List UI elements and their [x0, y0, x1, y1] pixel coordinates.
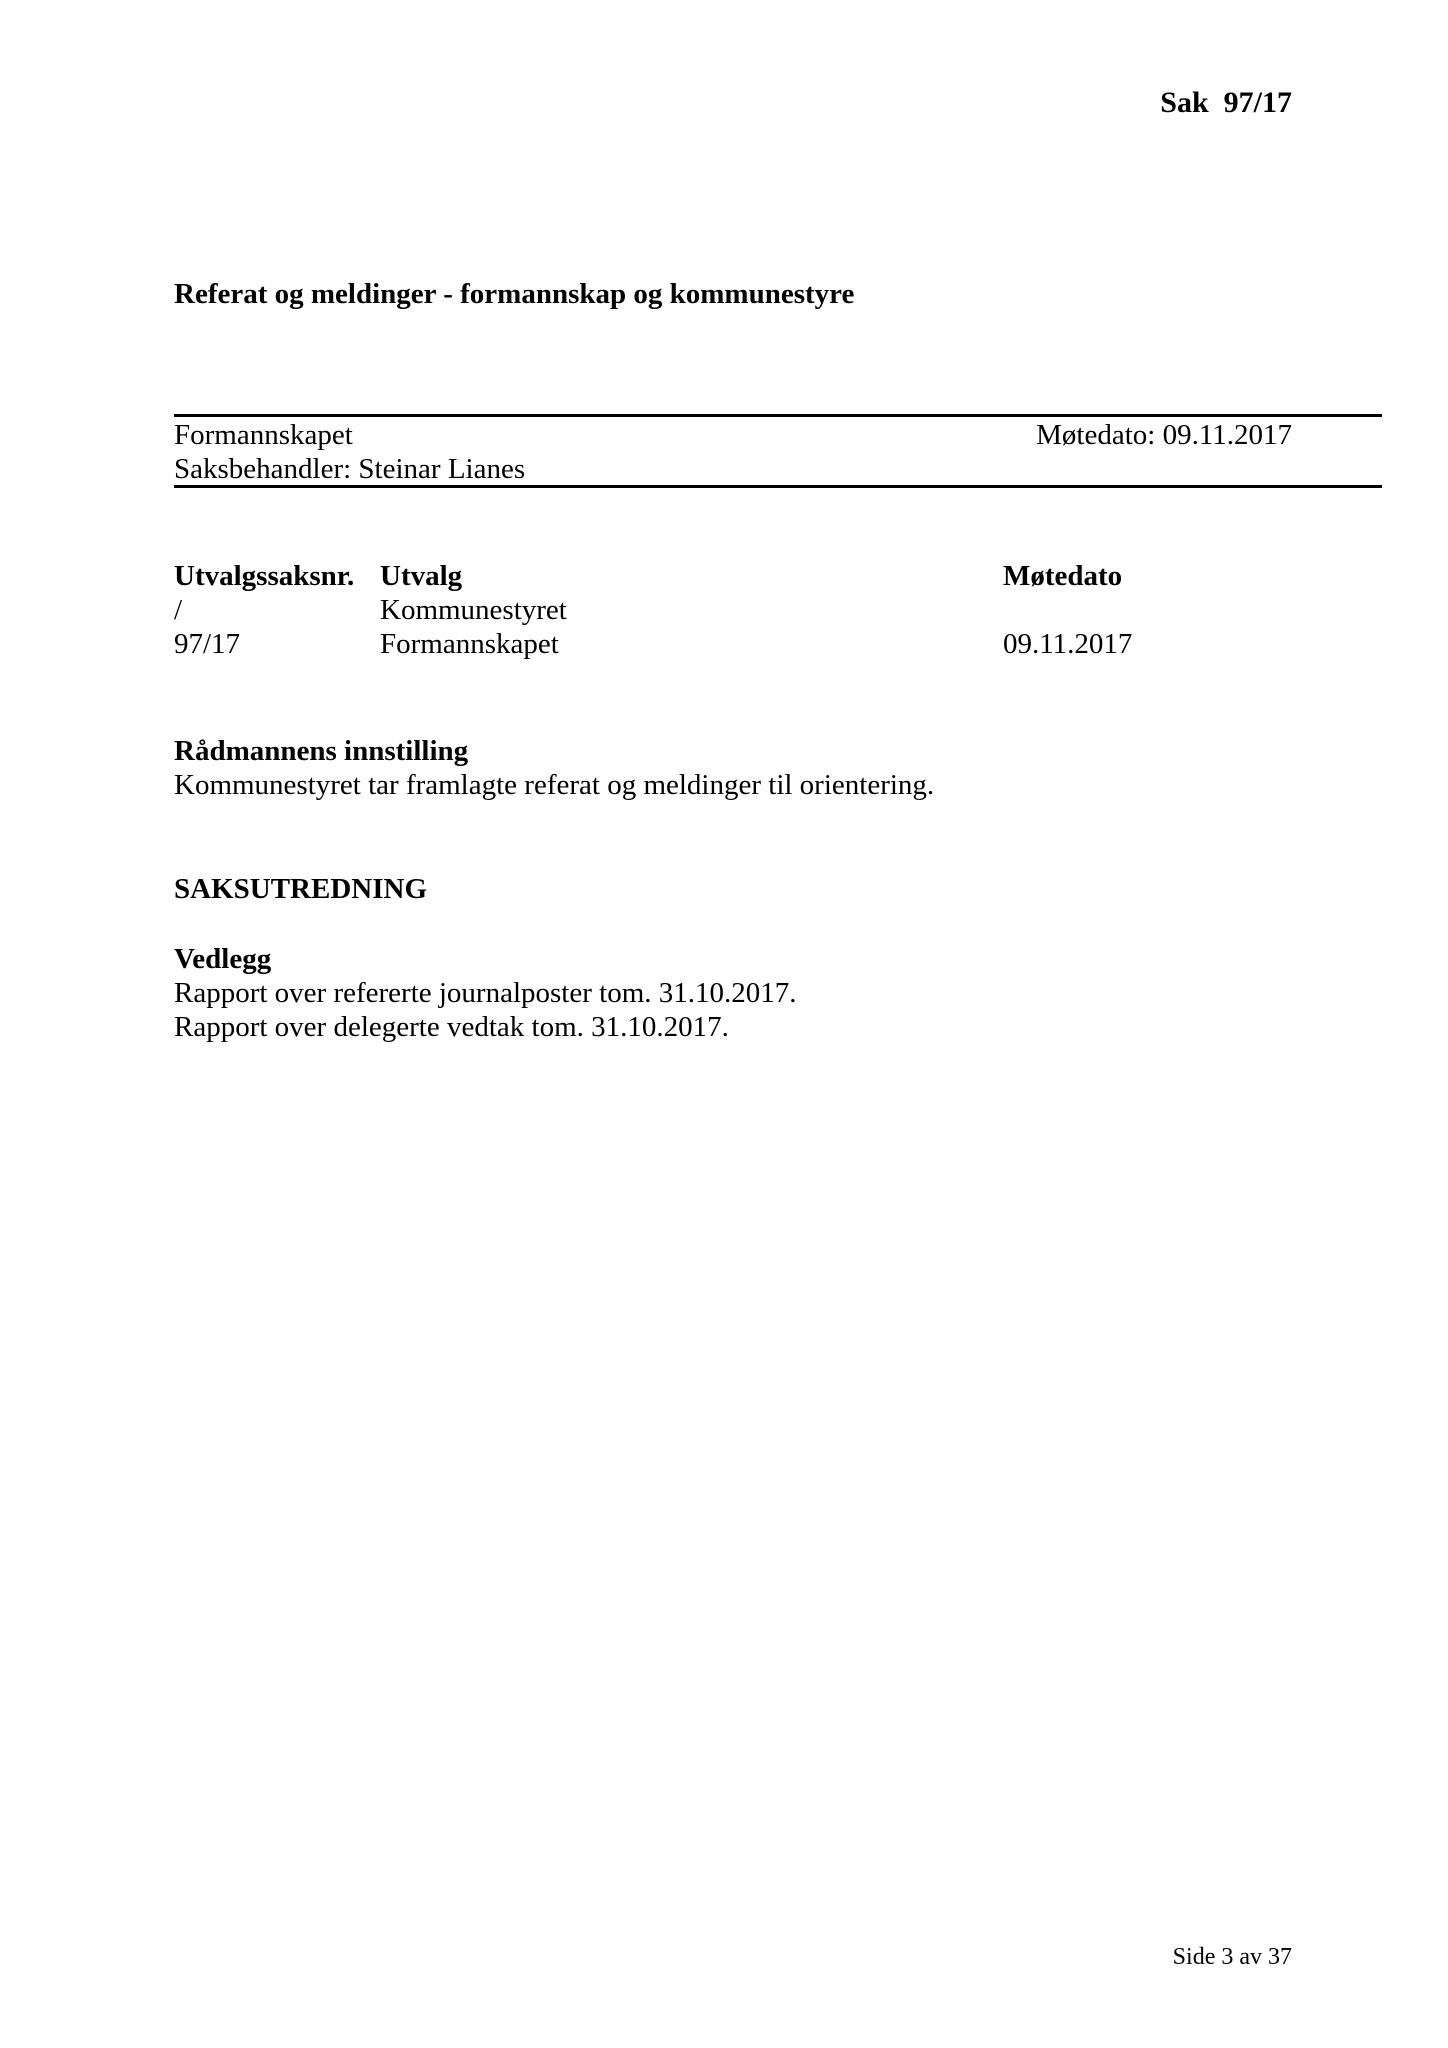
- table-cell-committee: Kommunestyret: [380, 594, 567, 626]
- table-header-meeting-date: Møtedato: [1003, 560, 1123, 592]
- recommendation-text: Kommunestyret tar framlagte referat og meldinger til orientering.: [174, 769, 935, 801]
- meeting-date: Møtedato: 09.11.2017: [1036, 419, 1292, 451]
- committee-name: Formannskapet: [174, 419, 353, 451]
- table-cell-meeting-date: 09.11.2017: [1003, 628, 1133, 660]
- case-number: Sak 97/17: [1160, 86, 1292, 119]
- attachment-item: Rapport over delegerte vedtak tom. 31.10.2017.: [174, 1011, 729, 1043]
- meta-bottom-rule: [174, 485, 1382, 488]
- case-handler: Saksbehandler: Steinar Lianes: [174, 453, 526, 485]
- attachments-heading: Vedlegg: [174, 943, 272, 975]
- attachment-item: Rapport over refererte journalposter tom. 31.10.2017.: [174, 977, 797, 1009]
- recommendation-heading: Rådmannens innstilling: [174, 735, 469, 767]
- page-number: Side 3 av 37: [1172, 1944, 1292, 1970]
- table-header-case-number: Utvalgssaksnr.: [174, 560, 355, 592]
- table-header-committee: Utvalg: [380, 560, 463, 592]
- table-cell-case-number: /: [174, 594, 183, 626]
- case-report-heading: SAKSUTREDNING: [174, 873, 427, 905]
- table-cell-case-number: 97/17: [174, 628, 241, 660]
- document-title: Referat og meldinger - formannskap og kommunestyre: [174, 278, 855, 310]
- table-cell-committee: Formannskapet: [380, 628, 559, 660]
- meta-top-rule: [174, 414, 1382, 417]
